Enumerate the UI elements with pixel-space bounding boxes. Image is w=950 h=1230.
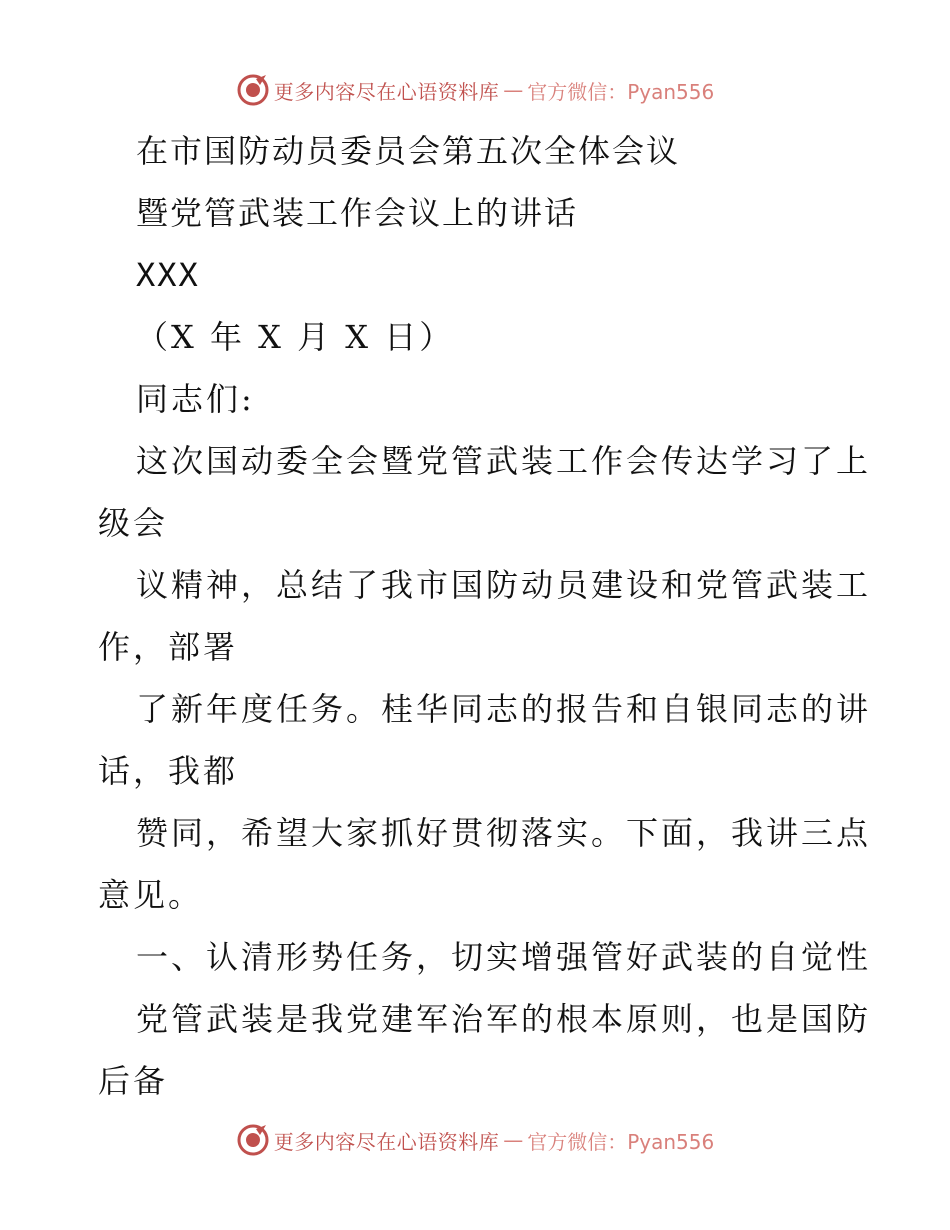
paragraph-line: 作，部署 xyxy=(98,628,239,666)
ink-brush-logo-icon xyxy=(236,1123,270,1157)
document-author: XXX xyxy=(136,256,200,294)
paragraph-line: 议精神，总结了我市国防动员建设和党管武装工 xyxy=(136,566,872,604)
header-banner xyxy=(0,70,950,110)
section-heading: 一、认清形势任务，切实增强管好武装的自觉性 xyxy=(136,938,872,976)
banner-main-text: 更多内容尽在心语资料库 xyxy=(273,1129,500,1154)
footer-banner xyxy=(0,1120,950,1160)
document-title-line-2: 暨党管武装工作会议上的讲话 xyxy=(136,194,579,232)
document-title-line-1: 在市国防动员委员会第五次全体会议 xyxy=(136,132,681,170)
document-body xyxy=(98,120,872,1112)
document-salutation: 同志们: xyxy=(136,380,255,418)
paragraph-line: 了新年度任务。桂华同志的报告和自银同志的讲 xyxy=(136,690,872,728)
paragraph-line: 后备 xyxy=(98,1062,169,1100)
banner-separator: — xyxy=(503,1128,524,1152)
ink-brush-logo-icon xyxy=(236,73,270,107)
paragraph-line: 意见。 xyxy=(98,876,204,914)
banner-main-text: 更多内容尽在心语资料库 xyxy=(273,79,500,104)
banner-separator: — xyxy=(503,78,524,102)
document-date: （X 年 X 月 X 日） xyxy=(136,318,455,356)
paragraph-line: 党管武装是我党建军治军的根本原则，也是国防 xyxy=(136,1000,872,1038)
paragraph-line: 赞同，希望大家抓好贯彻落实。下面，我讲三点 xyxy=(136,814,872,852)
paragraph-line: 级会 xyxy=(98,504,169,542)
paragraph-line: 话，我都 xyxy=(98,752,239,790)
paragraph-line: 这次国动委全会暨党管武装工作会传达学习了上 xyxy=(136,442,872,480)
banner-wechat-text: 官方微信：Pyan556 xyxy=(527,1129,715,1154)
banner-wechat-text: 官方微信：Pyan556 xyxy=(527,79,715,104)
